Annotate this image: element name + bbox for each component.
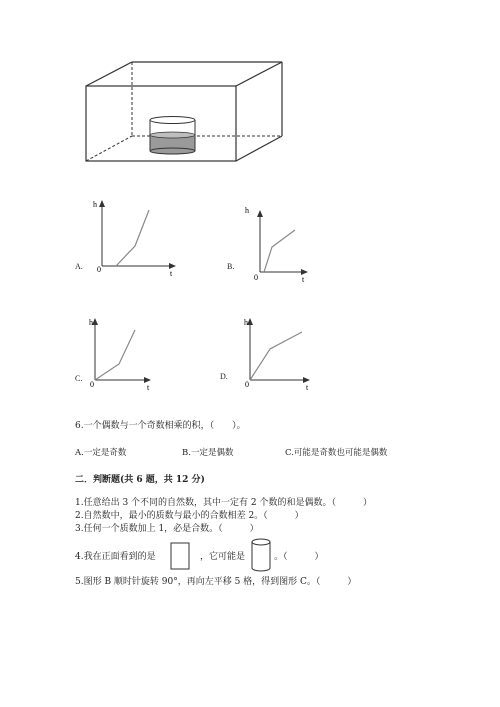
graph-b-origin: 0 [254, 273, 258, 282]
graph-d-h: h [244, 318, 248, 327]
graph-a [88, 198, 188, 278]
graph-a-label: A. [75, 262, 83, 271]
box-with-cup-diagram [80, 58, 295, 168]
question-6-stem: 6.一个偶数与一个奇数相乘的积，（ ）。 [75, 421, 246, 431]
tf-item-2: 2.自然数中，最小的质数与最小的合数相差 2。（ ） [75, 511, 304, 521]
tf-item-5: 5.图形 B 顺时针旋转 90°，再向左平移 5 格，得到图形 C。（ ） [75, 577, 357, 587]
cup-shape [150, 117, 195, 155]
tf-item-4-part2: ，它可能是 [200, 552, 246, 562]
q6-option-c[interactable]: C.可能是奇数也可能是偶数 [285, 448, 388, 458]
graph-b-label: B. [227, 262, 235, 271]
tf-item-4-part1: 4.我在正面看到的是 [75, 552, 156, 562]
graph-c [85, 312, 165, 392]
graph-a-h: h [93, 200, 97, 209]
tf-item-3: 3.任何一个质数加上 1，必是合数。（ ） [75, 524, 259, 534]
q6-option-b[interactable]: B.一定是偶数 [182, 448, 234, 458]
cylinder-icon [250, 537, 272, 573]
graph-b-t: t [302, 275, 305, 284]
graph-d-label: D. [220, 372, 228, 381]
section-2-title: 二．判断题(共 6 题，共 12 分) [75, 475, 205, 485]
tf-item-1: 1.任意给出 3 个不同的自然数，其中一定有 2 个数的和是偶数。（ ） [75, 498, 372, 508]
rectangle-icon [170, 542, 190, 570]
graph-c-origin: 0 [90, 380, 94, 389]
graph-c-label: C. [75, 374, 83, 383]
graph-b [240, 204, 320, 284]
graph-a-origin: 0 [97, 265, 101, 274]
q6-option-a[interactable]: A.一定是奇数 [75, 448, 127, 458]
graph-c-h: h [89, 318, 93, 327]
graph-a-t: t [170, 269, 173, 278]
graph-d-t: t [306, 383, 309, 392]
graph-d [240, 312, 320, 392]
graph-d-origin: 0 [245, 380, 249, 389]
tf-item-4-part3: 。（ ） [274, 552, 324, 562]
graph-c-t: t [147, 383, 150, 392]
graph-b-h: h [245, 206, 249, 215]
